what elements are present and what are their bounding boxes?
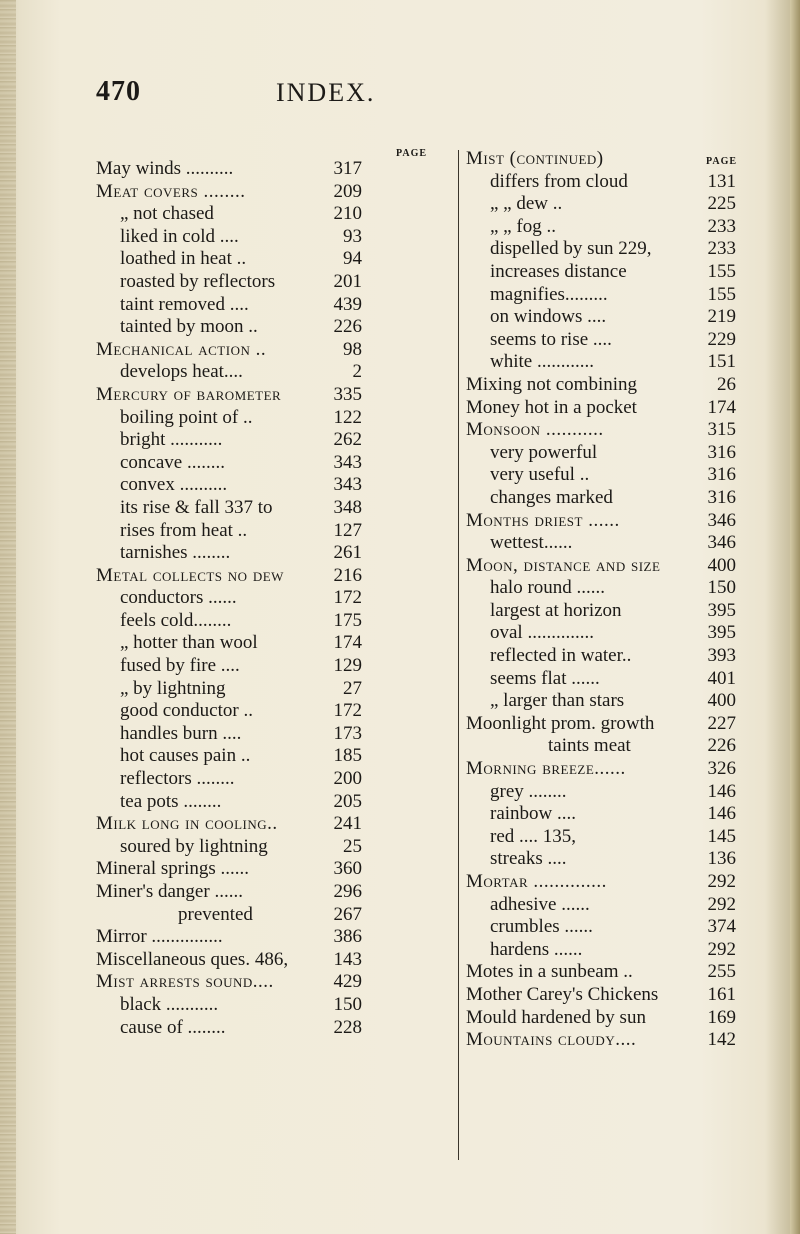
entry-page-number: 129	[333, 655, 362, 677]
entry-text: tarnishes ........	[120, 542, 231, 564]
index-entry	[466, 916, 736, 939]
entry-page-number: 241	[333, 813, 362, 835]
index-entry	[96, 429, 458, 452]
entry-text: Miner's danger ......	[96, 881, 243, 902]
entry-text: taint removed ....	[120, 293, 249, 315]
index-entry	[96, 994, 458, 1017]
index-entry	[96, 339, 458, 362]
entry-page-number: 205	[333, 790, 362, 812]
entry-text: hot causes pain ..	[120, 745, 251, 767]
entry-page-number: 401	[707, 667, 736, 689]
index-entry	[466, 803, 736, 826]
entry-text: rainbow ....	[490, 803, 577, 825]
index-entry	[96, 926, 458, 949]
entry-text: concave ........	[120, 451, 225, 473]
entry-text: red .... 135,	[490, 825, 577, 847]
entry-text: halo round ......	[490, 577, 606, 599]
entry-text: loathed in heat ..	[120, 248, 247, 270]
entry-page-number: 343	[333, 474, 362, 496]
entry-text: Milk long in cooling..	[96, 813, 278, 835]
entry-text: Motes in a sunbeam ..	[466, 961, 633, 983]
index-entry	[466, 577, 736, 600]
index-entry	[466, 442, 736, 465]
index-entry	[96, 610, 458, 633]
entry-text: boiling point of ..	[120, 406, 253, 428]
entry-text: hardens ......	[490, 938, 583, 960]
entry-page-number: 127	[333, 519, 362, 541]
index-entry	[96, 565, 458, 588]
entry-page-number: 360	[333, 858, 362, 880]
entry-text: black ...........	[120, 993, 219, 1015]
entry-text: May winds ..........	[96, 158, 234, 179]
entry-page-number: 93	[343, 225, 362, 247]
entry-page-number: 233	[707, 238, 736, 260]
index-entry	[96, 294, 458, 317]
index-entry	[466, 961, 736, 984]
entry-page-number: 393	[707, 645, 736, 667]
index-entry	[96, 791, 458, 814]
entry-text: adhesive ......	[490, 893, 590, 915]
entry-page-number: 174	[333, 632, 362, 654]
entry-page-number: 429	[333, 971, 362, 993]
page-edge	[790, 0, 800, 1234]
index-entry	[96, 949, 458, 972]
entry-page-number: 122	[333, 406, 362, 428]
entry-page-number: 175	[333, 609, 362, 631]
entry-page-number: 228	[333, 1016, 362, 1038]
index-entry	[466, 622, 736, 645]
entry-page-number: 348	[333, 496, 362, 518]
entry-page-number: 267	[333, 903, 362, 925]
entry-page-number: 292	[707, 871, 736, 892]
index-entry	[96, 248, 458, 271]
index-entry	[96, 474, 458, 497]
index-entry	[466, 668, 736, 691]
running-head: INDEX.	[276, 78, 376, 107]
index-entry	[466, 464, 736, 487]
index-entry	[466, 238, 736, 261]
entry-text: Meat covers ........	[96, 180, 246, 202]
entry-text: Moonlight prom. growth	[466, 712, 655, 734]
index-entry	[466, 600, 736, 623]
entry-text: „ hotter than wool	[120, 632, 258, 654]
index-entry	[96, 587, 458, 610]
entry-page-number: 185	[333, 745, 362, 767]
index-entry	[96, 542, 458, 565]
entry-page-number: 374	[707, 916, 736, 938]
index-entry	[466, 261, 736, 284]
entry-page-number: 227	[707, 712, 736, 734]
entry-text: reflected in water..	[490, 645, 632, 667]
entry-page-number: 150	[707, 577, 736, 599]
page-column-label: PAGE	[706, 156, 738, 167]
entry-text: Mineral springs ......	[96, 858, 250, 880]
entry-text: bright ...........	[120, 429, 223, 451]
entry-page-number: 315	[707, 419, 736, 441]
index-entries-left	[96, 158, 458, 1039]
entry-page-number: 326	[707, 758, 736, 780]
index-entry	[466, 397, 736, 420]
entry-page-number: 173	[333, 722, 362, 744]
entry-page-number: 255	[707, 961, 736, 983]
index-entry	[96, 271, 458, 294]
entry-page-number: 131	[707, 170, 736, 192]
entry-page-number: 335	[333, 383, 362, 405]
index-entry	[466, 939, 736, 962]
entry-page-number: 395	[707, 622, 736, 644]
index-entry	[96, 700, 458, 723]
entry-text: handles burn ....	[120, 722, 242, 744]
entry-text: increases distance	[490, 260, 627, 282]
index-entry	[466, 984, 736, 1007]
entry-page-number: 233	[707, 215, 736, 237]
entry-text: tea pots ........	[120, 790, 222, 812]
entry-text: crumbles ......	[490, 916, 593, 938]
index-entry	[466, 171, 736, 194]
entry-text: magnifies.........	[490, 283, 608, 305]
entry-text: seems to rise ....	[490, 328, 612, 350]
entry-text: „ „ fog ..	[490, 215, 556, 237]
entry-text: largest at horizon	[490, 599, 622, 621]
index-entry	[96, 723, 458, 746]
entry-text: Monsoon ...........	[466, 419, 604, 441]
entry-text: Mist (continued)	[466, 148, 604, 169]
entry-page-number: 219	[707, 306, 736, 328]
entry-page-number: 209	[333, 180, 362, 202]
index-entry	[466, 374, 736, 397]
page-column-label: PAGE	[396, 148, 428, 159]
entry-page-number: 225	[707, 193, 736, 215]
entry-page-number: 229	[707, 328, 736, 350]
entry-text: roasted by reflectors	[120, 270, 276, 292]
page-header	[96, 76, 496, 116]
page-gutter	[0, 0, 16, 1234]
entry-text: taints meat	[548, 735, 631, 757]
index-entry	[96, 361, 458, 384]
index-entry	[96, 632, 458, 655]
index-entry	[466, 758, 736, 781]
entry-text: rises from heat ..	[120, 519, 248, 541]
entry-page-number: 155	[707, 260, 736, 282]
index-entry	[466, 555, 736, 578]
index-entry	[96, 452, 458, 475]
index-entry	[466, 871, 736, 894]
index-entry	[466, 781, 736, 804]
entry-page-number: 151	[707, 351, 736, 373]
entry-page-number: 400	[707, 690, 736, 712]
entry-text: wettest......	[490, 532, 573, 554]
entry-page-number: 172	[333, 700, 362, 722]
entry-text: prevented	[178, 903, 253, 925]
entry-text: grey ........	[490, 780, 567, 802]
entry-text: good conductor ..	[120, 700, 253, 722]
entry-page-number: 161	[707, 983, 736, 1005]
entry-page-number: 200	[333, 768, 362, 790]
entry-text: cause of ........	[120, 1016, 226, 1038]
entry-text: reflectors ........	[120, 768, 235, 790]
entry-text: its rise & fall 337 to	[120, 496, 273, 518]
entry-page-number: 395	[707, 599, 736, 621]
entry-page-number: 210	[333, 203, 362, 225]
entry-page-number: 216	[333, 564, 362, 586]
entry-text: Mercury of barometer	[96, 383, 282, 405]
index-entry	[96, 678, 458, 701]
entry-page-number: 346	[707, 509, 736, 531]
entry-page-number: 386	[333, 926, 362, 948]
index-entry	[466, 510, 736, 533]
index-entry	[466, 848, 736, 871]
entry-page-number: 346	[707, 532, 736, 554]
entry-text: Mist arrests sound....	[96, 971, 274, 993]
entry-page-number: 143	[333, 948, 362, 970]
entry-text: Mirror ...............	[96, 926, 223, 948]
entry-page-number: 439	[333, 293, 362, 315]
index-entry	[96, 813, 458, 836]
entry-text: very powerful	[490, 441, 598, 463]
index-entry	[96, 497, 458, 520]
entry-text: Mixing not combining	[466, 373, 637, 395]
index-entry	[96, 181, 458, 204]
entry-page-number: 98	[343, 338, 362, 360]
entry-page-number: 316	[707, 441, 736, 463]
entry-page-number: 317	[333, 158, 362, 179]
index-entry	[466, 1029, 736, 1052]
entry-text: white ............	[490, 351, 594, 373]
page-number: 470	[96, 76, 141, 107]
entry-text: differs from cloud	[490, 170, 628, 192]
entry-page-number: 316	[707, 464, 736, 486]
entry-page-number: 174	[707, 396, 736, 418]
entry-text: Moon, distance and size	[466, 554, 661, 576]
entry-text: tainted by moon ..	[120, 316, 258, 338]
entry-text: Money hot in a pocket	[466, 396, 637, 418]
entry-page-number: 296	[333, 881, 362, 902]
entry-text: „ „ dew ..	[490, 193, 563, 215]
index-entry	[96, 520, 458, 543]
index-entry	[96, 226, 458, 249]
index-entry	[466, 216, 736, 239]
index-entry	[466, 193, 736, 216]
entry-page-number: 142	[707, 1029, 736, 1051]
entry-page-number: 27	[343, 677, 362, 699]
entry-text: dispelled by sun 229,	[490, 238, 652, 260]
entry-text: Miscellaneous ques. 486,	[96, 948, 289, 970]
index-entry	[96, 655, 458, 678]
entry-text: „ not chased	[120, 203, 214, 225]
entry-text: conductors ......	[120, 587, 237, 609]
entry-text: Mortar ..............	[466, 871, 607, 892]
entry-page-number: 261	[333, 542, 362, 564]
entry-page-number: 343	[333, 451, 362, 473]
entry-text: Mother Carey's Chickens	[466, 983, 659, 1005]
index-entry	[96, 745, 458, 768]
entry-page-number: 172	[333, 587, 362, 609]
entry-text: Months driest ......	[466, 509, 620, 531]
entry-page-number: 26	[717, 373, 736, 395]
entry-text: oval ..............	[490, 622, 594, 644]
entry-text: soured by lightning	[120, 835, 268, 857]
index-entry	[466, 645, 736, 668]
entry-text: convex ..........	[120, 474, 228, 496]
index-entry	[96, 904, 458, 927]
entry-page-number: 262	[333, 429, 362, 451]
index-entry	[96, 971, 458, 994]
entry-page-number: 226	[333, 316, 362, 338]
index-entry	[96, 384, 458, 407]
entry-page-number: 25	[343, 835, 362, 857]
index-entries-right	[466, 148, 736, 1052]
entry-page-number: 169	[707, 1006, 736, 1028]
entry-text: Mountains cloudy....	[466, 1029, 637, 1051]
entry-page-number: 226	[707, 735, 736, 757]
entry-page-number: 400	[707, 554, 736, 576]
entry-text: Mechanical action ..	[96, 338, 267, 360]
entry-text: feels cold........	[120, 609, 232, 631]
index-entry	[96, 858, 458, 881]
index-entry	[466, 826, 736, 849]
index-entry	[466, 1007, 736, 1030]
index-entry	[96, 768, 458, 791]
entry-text: „ by lightning	[120, 677, 226, 699]
entry-page-number: 292	[707, 938, 736, 960]
entry-page-number: 150	[333, 993, 362, 1015]
entry-page-number: 146	[707, 803, 736, 825]
index-entry	[96, 407, 458, 430]
index-entry	[466, 419, 736, 442]
entry-text: seems flat ......	[490, 667, 600, 689]
index-entry	[96, 316, 458, 339]
index-entry	[96, 836, 458, 859]
index-entry	[466, 735, 736, 758]
entry-text: Metal collects no dew	[96, 564, 284, 586]
index-entry	[466, 690, 736, 713]
entry-page-number: 316	[707, 486, 736, 508]
index-entry	[466, 487, 736, 510]
index-entry	[466, 284, 736, 307]
index-entry	[466, 329, 736, 352]
index-entry	[466, 532, 736, 555]
entry-page-number: 2	[352, 361, 362, 383]
entry-text: Morning breeze......	[466, 758, 626, 780]
entry-text: on windows ....	[490, 306, 607, 328]
entry-page-number: 292	[707, 893, 736, 915]
entry-page-number: 146	[707, 780, 736, 802]
entry-text: very useful ..	[490, 464, 590, 486]
index-entry	[96, 203, 458, 226]
index-entry	[466, 713, 736, 736]
entry-page-number: 136	[707, 848, 736, 870]
entry-page-number: 201	[333, 270, 362, 292]
entry-text: Mould hardened by sun	[466, 1006, 646, 1028]
column-divider	[458, 150, 459, 1160]
index-entry	[466, 894, 736, 917]
index-entry	[466, 306, 736, 329]
entry-page-number: 145	[707, 825, 736, 847]
entry-text: liked in cold ....	[120, 225, 239, 247]
index-entry-heading	[466, 148, 736, 171]
entry-page-number: 155	[707, 283, 736, 305]
entry-text: fused by fire ....	[120, 655, 240, 677]
entry-page-number: 94	[343, 248, 362, 270]
index-entry	[96, 158, 458, 181]
entry-text: changes marked	[490, 486, 613, 508]
index-entry	[96, 881, 458, 904]
index-entry	[96, 1017, 458, 1040]
entry-text: develops heat....	[120, 361, 243, 383]
index-entry	[466, 351, 736, 374]
entry-text: streaks ....	[490, 848, 567, 870]
entry-text: „ larger than stars	[490, 690, 625, 712]
